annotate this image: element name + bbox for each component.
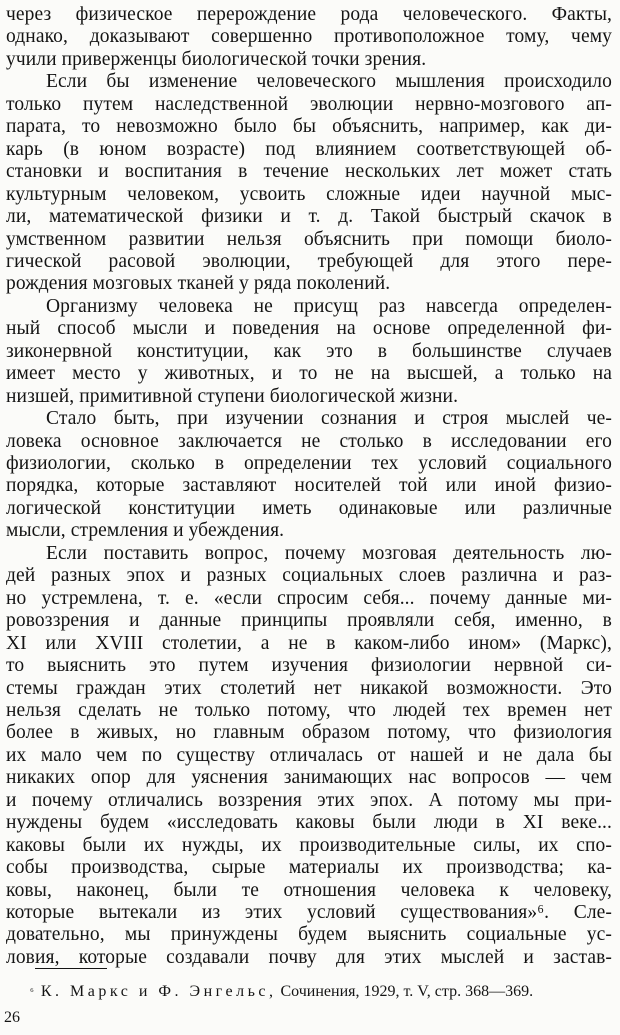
text-line: мысли, стремления и убеждения. <box>6 520 285 542</box>
footnote-authors: К. Маркс и Ф. Энгельс, <box>40 983 277 1000</box>
text-line: Стало быть, при изучении сознания и строя мыслей че- <box>46 408 612 430</box>
text-line: парата, то невозможно было бы объяснить, например, как ди- <box>6 116 612 138</box>
text-line: умственном развитии нельзя объяснить при помощи биоло- <box>6 228 612 250</box>
text-line: нельзя сделать не только потому, что людей тех времен нет <box>6 699 612 721</box>
text-line: через физическое перерождение рода человеческого. Факты, <box>6 4 612 25</box>
text-line: учили приверженцы биологической точки зрения. <box>6 48 427 70</box>
text-line: ловека основное заключается не столько в исследовании его <box>6 430 612 452</box>
text-line: карь (в юном возрасте) под влиянием соответствующей об- <box>6 138 612 160</box>
text-line: ровоззрения и данные принципы проявляли себя, именно, в <box>6 610 612 632</box>
text-line: стемы граждан этих столетий нет никакой возможности. Это <box>6 677 612 699</box>
text-line: XI или XVIII столетии, а не в каком-либо ином» (Маркс), <box>6 632 612 654</box>
text-line: более в живых, но главным образом потому, что физиология <box>6 722 612 744</box>
footnote-citation: Сочинения, 1929, т. V, стр. 368—369. <box>280 983 534 1000</box>
footnote-rule <box>35 968 107 969</box>
text-line: ли, математической физики и т. д. Такой быстрый скачок в <box>6 206 612 228</box>
text-line: но устремлена, т. е. «если спросим себя... почему данные ми- <box>6 587 612 609</box>
text-line: гической расовой эволюции, требующей для этого пере- <box>6 250 612 272</box>
text-line: однако, доказывают совершенно противоположное тому, чему <box>6 26 612 48</box>
text-line: и почему отличались воззрения этих эпох. А потому мы при- <box>6 789 612 811</box>
text-line: которые вытекали из этих условий существования»⁶. Сле- <box>6 902 612 923</box>
text-line: низшей, примитивной ступени биологической жизни. <box>6 385 459 407</box>
text-line: логической конституции иметь одинаковые или различные <box>6 497 612 519</box>
text-line: нуждены будем «исследовать каковы были люди в XI веке... <box>6 812 612 834</box>
text-line: только путем наследственной эволюции нервно-мозгового ап- <box>6 93 612 115</box>
text-line: ковы, наконец, были те отношения человека к человеку, <box>6 879 612 901</box>
text-line: становки и воспитания в течение нескольких лет может стать <box>6 161 612 183</box>
text-line: физиологии, сколько в определении тех условий социального <box>6 453 612 474</box>
text-line: порядка, которые заставляют носителей той или иной физио- <box>6 475 612 497</box>
footnote-mark: ⁶ <box>30 986 34 998</box>
text-line: Организму человека не присущ раз навсегда определен- <box>46 295 612 317</box>
text-line: ловия, которые создавали почву для этих мыслей и застав- <box>6 946 612 968</box>
text-line: имеет место у животных, и то не на высшей, а только на <box>6 363 612 385</box>
text-line: рождения мозговых тканей у ряда поколений. <box>6 273 391 295</box>
text-line: Если поставить вопрос, почему мозговая деятельность лю- <box>46 542 612 564</box>
text-line: культурным человеком, усвоить сложные идеи научной мыс- <box>6 183 612 205</box>
footnote <box>30 982 610 1002</box>
text-line: Если бы изменение человеческого мышления происходило <box>46 71 612 93</box>
page-number: 26 <box>4 1009 20 1026</box>
text-line: то выяснить это путем изучения физиологии нервной си- <box>6 655 612 677</box>
text-line: каковы были их нужды, их производительные силы, их спо- <box>6 834 612 856</box>
text-line: ный способ мысли и поведения на основе определенной фи- <box>6 318 612 340</box>
text-line: дей разных эпох и разных социальных слоев различна и раз- <box>6 565 612 587</box>
text-line: зиконервной конституции, как это в большинстве случаев <box>6 340 612 362</box>
text-line: их мало чем по существу отличалась от нашей и не дала бы <box>6 744 612 766</box>
text-line: никаких опор для уяснения занимающих нас вопросов — чем <box>6 767 612 789</box>
text-line: собы производства, сырые материалы их производства; ка- <box>6 857 612 879</box>
text-line: довательно, мы принуждены будем выяснить социальные ус- <box>6 924 612 946</box>
